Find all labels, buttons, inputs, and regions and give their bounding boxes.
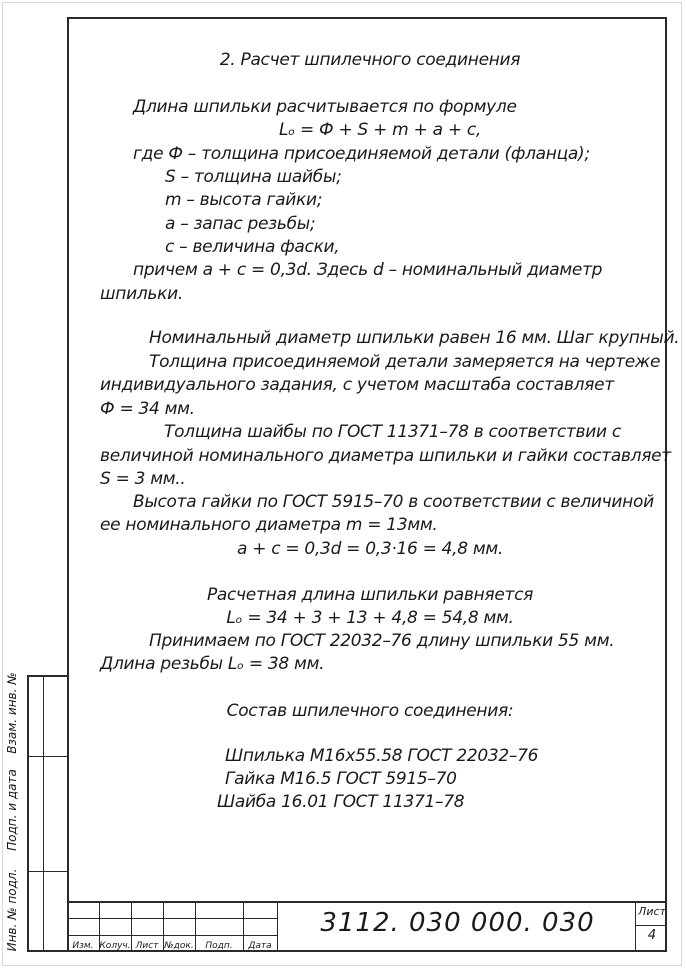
text-line: величиной номинального диаметра шпильки и гайки составляет xyxy=(100,446,671,466)
text-line: a – запас резьбы; xyxy=(165,214,316,234)
text-line: S = 3 мм.. xyxy=(100,469,186,489)
text-line: m – высота гайки; xyxy=(165,190,323,210)
text-line: Расчетная длина шпильки равняется xyxy=(206,585,534,605)
text-line: шпильки. xyxy=(100,284,183,304)
side-strip-divider xyxy=(29,756,67,757)
spec-line: Гайка М16.5 ГОСТ 5915–70 xyxy=(225,769,457,789)
header-sheet: Лист xyxy=(135,941,159,951)
text-line: причем a + c = 0,3d. Здесь d – номинальный диаметр xyxy=(133,260,603,280)
formula-line: Lₒ = 34 + 3 + 13 + 4,8 = 54,8 мм. xyxy=(226,608,514,628)
text-line: Высота гайки по ГОСТ 5915–70 в соответствии с величиной xyxy=(133,492,654,512)
text-line: Ф = 34 мм. xyxy=(100,399,195,419)
sheet-cell-divider xyxy=(635,925,665,926)
side-strip-divider xyxy=(29,871,67,872)
text-line: Толщина присоединяемой детали замеряется на чертеже xyxy=(149,352,661,372)
text-line: Толщина шайбы по ГОСТ 11371–78 в соответствии с xyxy=(164,422,621,442)
header-doc-number: №док. xyxy=(164,941,194,951)
spec-line: Шайба 16.01 ГОСТ 11371–78 xyxy=(217,792,465,812)
text-line: S – толщина шайбы; xyxy=(165,167,342,187)
header-signature: Подп. xyxy=(205,941,233,951)
spec-line: Шпилька М16х55.58 ГОСТ 22032–76 xyxy=(225,746,539,766)
side-stamp-strip xyxy=(27,675,67,952)
text-line: Принимаем по ГОСТ 22032–76 длину шпильки 55 мм. xyxy=(149,631,615,651)
text-line: ее номинального диаметра m = 13мм. xyxy=(100,515,438,535)
title-block-col-line xyxy=(635,903,636,952)
document-code: 3112. 030 000. 030 xyxy=(320,908,595,938)
header-quantity: Колуч. xyxy=(99,941,131,951)
sheet-label: Лист xyxy=(638,905,666,918)
section-heading: Состав шпилечного соединения: xyxy=(226,701,514,721)
text-line: Длина шпильки расчитывается по формуле xyxy=(133,97,517,117)
text-line: Длина резьбы Lₒ = 38 мм. xyxy=(100,654,325,674)
page-title: 2. Расчет шпилечного соединения xyxy=(219,50,521,70)
formula-line: a + c = 0,3d = 0,3·16 = 4,8 мм. xyxy=(236,539,504,559)
header-date: Дата xyxy=(248,941,272,951)
text-line: c – величина фаски, xyxy=(165,237,340,257)
sheet-number: 4 xyxy=(647,928,657,943)
title-block-col-line xyxy=(277,903,278,952)
side-strip-label-column xyxy=(29,677,44,950)
header-change: Изм. xyxy=(72,941,94,951)
text-line: где Ф – толщина присоединяемой детали (фланца); xyxy=(133,144,590,164)
text-line: Номинальный диаметр шпильки равен 16 мм. Шаг крупный. xyxy=(149,328,680,348)
text-line: индивидуального задания, с учетом масштаба составляет xyxy=(100,375,614,395)
formula-line: Lₒ = Ф + S + m + a + c, xyxy=(279,120,482,140)
